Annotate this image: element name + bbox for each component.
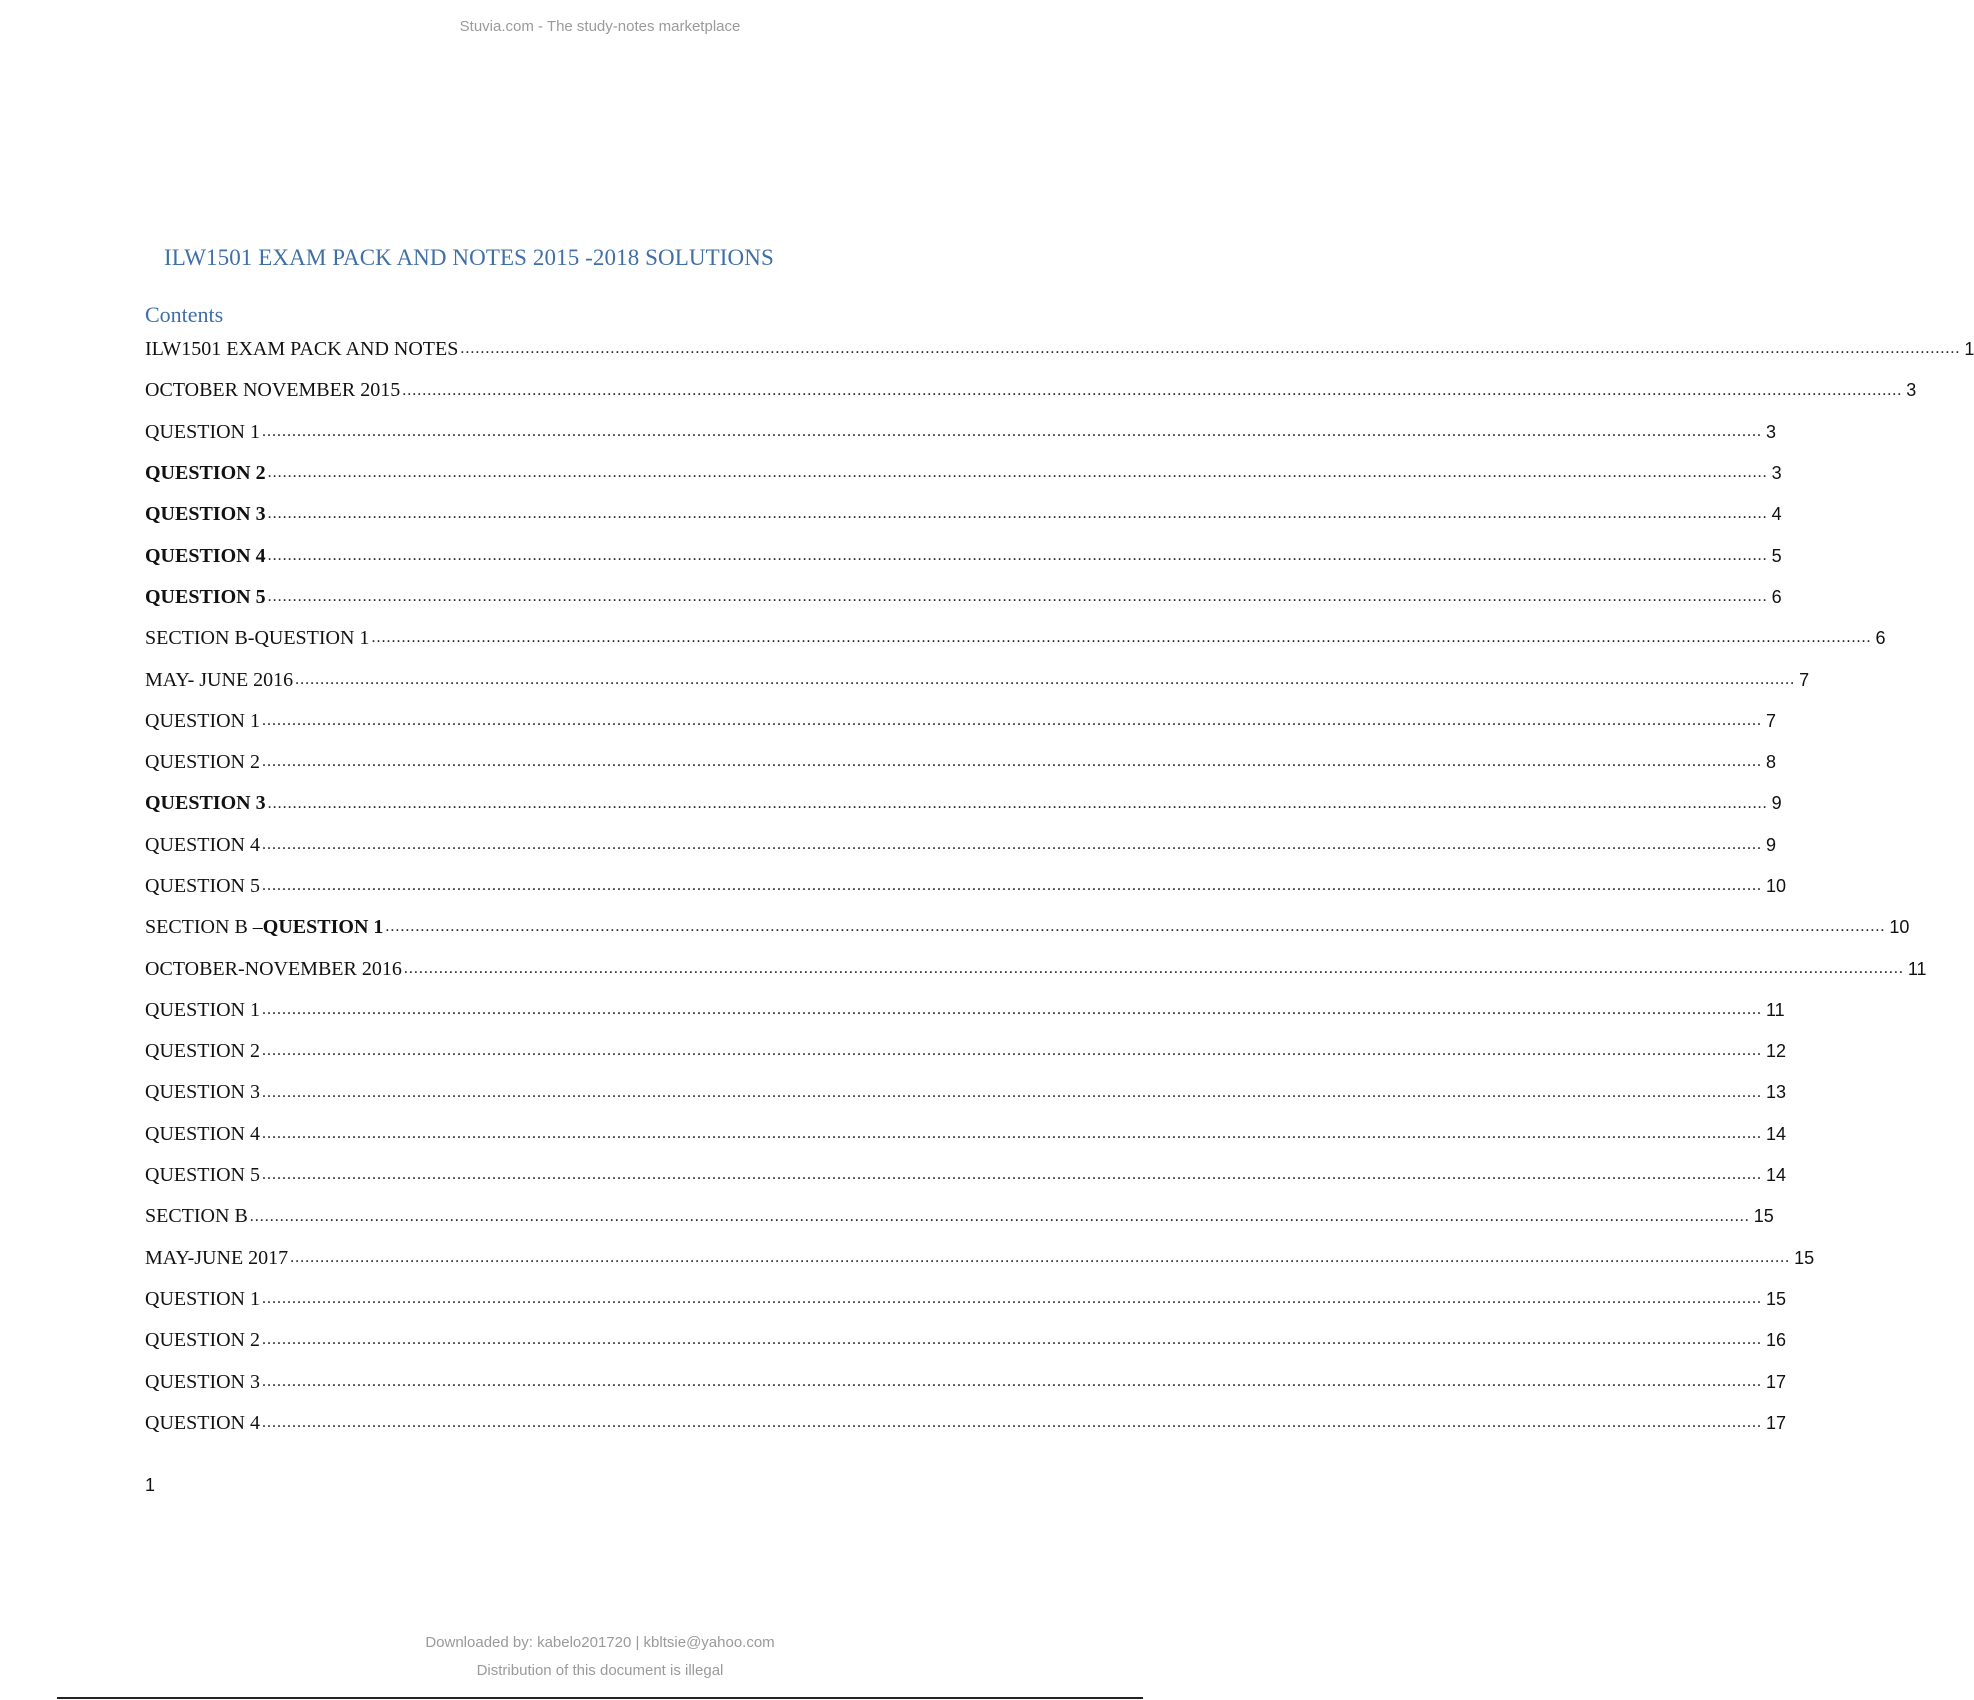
toc-entry-label: QUESTION 5 — [145, 875, 260, 897]
toc-entry[interactable] — [145, 1114, 1787, 1155]
toc-entry[interactable] — [145, 742, 1777, 783]
toc-entry-page: 14 — [1766, 1165, 1787, 1186]
contents-heading: Contents — [145, 302, 224, 327]
toc-entry-label: QUESTION 2 — [145, 462, 266, 485]
toc-dot-leader: ............................................................................................................................................................................................................................................................................................................ — [267, 588, 1768, 606]
toc-dot-leader: ............................................................................................................................................................................................................................................................................................................ — [267, 546, 1768, 564]
toc-entry-label: QUESTION 3 — [145, 1370, 260, 1393]
toc-entry[interactable] — [145, 990, 1785, 1031]
toc-entry-label: QUESTION 1 — [145, 998, 260, 1021]
toc-entry-label: QUESTION 4 — [145, 1122, 260, 1145]
toc-dot-leader: ............................................................................................................................................................................................................................................................................................................ — [262, 1042, 1762, 1060]
toc-dot-leader: ............................................................................................................................................................................................................................................................................................................ — [262, 1414, 1762, 1432]
toc-entry[interactable] — [145, 494, 1782, 535]
toc-entry[interactable] — [145, 1072, 1787, 1113]
toc-dot-leader: ............................................................................................................................................................................................................................................................................................................ — [262, 711, 1762, 729]
toc-entry-label: QUESTION 2 — [145, 1329, 260, 1352]
toc-entry-page: 15 — [1766, 1288, 1787, 1309]
toc-entry-label: QUESTION 3 — [145, 503, 266, 526]
distribution-notice: Distribution of this document is illegal — [476, 1662, 724, 1679]
toc-entry-page: 12 — [1766, 1041, 1787, 1062]
toc-entry-label: MAY- JUNE 2016 — [145, 668, 294, 691]
toc-entry-page: 11 — [1907, 958, 1927, 979]
toc-entry[interactable] — [145, 618, 1886, 659]
toc-entry-page: 17 — [1766, 1412, 1787, 1433]
toc-dot-leader: ............................................................................................................................................................................................................................................................................................................ — [290, 1248, 1791, 1266]
toc-entry-page: 3 — [1906, 380, 1917, 401]
toc-entry-page: 14 — [1766, 1123, 1787, 1144]
toc-dot-leader: ............................................................................................................................................................................................................................................................................................................ — [371, 629, 1872, 647]
toc-dot-leader: ............................................................................................................................................................................................................................................................................................................ — [267, 505, 1768, 523]
toc-entry-page: 7 — [1766, 710, 1777, 731]
toc-entry-page: 17 — [1766, 1371, 1787, 1392]
toc-entry[interactable] — [145, 701, 1777, 742]
toc-entry[interactable] — [145, 659, 1810, 700]
toc-entry-page: 9 — [1766, 834, 1777, 855]
toc-entry[interactable] — [145, 1320, 1787, 1361]
toc-entry-label: QUESTION 5 — [145, 1164, 260, 1187]
toc-dot-leader: ............................................................................................................................................................................................................................................................................................................ — [267, 794, 1768, 812]
toc-entry-label — [145, 916, 383, 939]
toc-dot-leader: ............................................................................................................................................................................................................................................................................................................ — [262, 1124, 1762, 1142]
toc-entry-page: 11 — [1766, 999, 1785, 1020]
toc-dot-leader: ............................................................................................................................................................................................................................................................................................................ — [403, 959, 1904, 977]
toc-entry-label: QUESTION 5 — [145, 585, 266, 608]
toc-entry-page: 4 — [1771, 504, 1782, 525]
toc-entry-label: QUESTION 4 — [145, 544, 266, 567]
toc-dot-leader: ............................................................................................................................................................................................................................................................................................................ — [460, 340, 1961, 358]
toc-dot-leader: ............................................................................................................................................................................................................................................................................................................ — [262, 1166, 1762, 1184]
toc-entry-page: 6 — [1771, 586, 1782, 607]
toc-entry[interactable] — [145, 453, 1782, 494]
toc-entry-page: 6 — [1875, 628, 1886, 649]
toc-entry-label-prefix: SECTION B – — [145, 916, 263, 939]
toc-entry-label: QUESTION 1 — [145, 420, 260, 443]
toc-dot-leader: ............................................................................................................................................................................................................................................................................................................ — [262, 1001, 1762, 1019]
toc-entry-label: SECTION B — [145, 1205, 248, 1228]
toc-entry-label: QUESTION 4 — [145, 833, 260, 856]
toc-dot-leader: ............................................................................................................................................................................................................................................................................................................ — [262, 422, 1762, 440]
stuvia-watermark: Stuvia.com - The study-notes marketplace — [459, 18, 741, 35]
toc-dot-leader: ............................................................................................................................................................................................................................................................................................................ — [262, 753, 1762, 771]
toc-entry[interactable] — [145, 866, 1787, 907]
toc-dot-leader: ............................................................................................................................................................................................................................................................................................................ — [295, 670, 1796, 688]
toc-dot-leader: ............................................................................................................................................................................................................................................................................................................ — [262, 1290, 1762, 1308]
toc-entry[interactable] — [145, 1403, 1787, 1444]
toc-dot-leader: ............................................................................................................................................................................................................................................................................................................ — [262, 1083, 1762, 1101]
document-title: ILW1501 EXAM PACK AND NOTES 2015 -2018 SOLUTIONS — [164, 245, 774, 270]
toc-dot-leader: ............................................................................................................................................................................................................................................................................................................ — [267, 464, 1768, 482]
toc-entry-label-bold: QUESTION 1 — [262, 916, 384, 939]
toc-entry-page: 16 — [1766, 1330, 1787, 1351]
toc-entry[interactable] — [145, 1196, 1774, 1237]
toc-entry[interactable] — [145, 1238, 1815, 1279]
toc-dot-leader: ............................................................................................................................................................................................................................................................................................................ — [262, 877, 1762, 895]
toc-dot-leader: ............................................................................................................................................................................................................................................................................................................ — [249, 1207, 1750, 1225]
toc-dot-leader: ............................................................................................................................................................................................................................................................................................................ — [262, 1372, 1762, 1390]
toc-entry[interactable] — [145, 948, 1927, 989]
toc-entry[interactable] — [145, 825, 1777, 866]
toc-entry-page: 5 — [1771, 545, 1782, 566]
toc-entry[interactable] — [145, 1155, 1787, 1196]
toc-entry[interactable] — [145, 1361, 1787, 1402]
toc-entry-label: QUESTION 1 — [145, 1287, 260, 1310]
toc-entry-page: 15 — [1753, 1206, 1774, 1227]
toc-entry-page: 1 — [1964, 339, 1974, 360]
page-number: 1 — [145, 1475, 156, 1495]
toc-entry-label: OCTOBER-NOVEMBER 2016 — [145, 957, 402, 980]
toc-entry-label: QUESTION 2 — [145, 1040, 260, 1063]
table-of-contents — [145, 329, 1974, 1444]
toc-entry[interactable] — [145, 1031, 1787, 1072]
toc-entry-label: QUESTION 2 — [145, 751, 260, 774]
toc-entry[interactable] — [145, 907, 1910, 948]
toc-dot-leader: ............................................................................................................................................................................................................................................................................................................ — [385, 918, 1886, 936]
toc-entry-label: SECTION B-QUESTION 1 — [145, 627, 370, 650]
toc-entry-page: 10 — [1889, 917, 1910, 938]
toc-entry-label: MAY-JUNE 2017 — [145, 1246, 289, 1269]
toc-entry[interactable] — [145, 370, 1917, 411]
toc-entry-page: 3 — [1766, 421, 1777, 442]
toc-entry-label: QUESTION 1 — [145, 709, 260, 732]
toc-entry-page: 3 — [1771, 463, 1782, 484]
toc-entry-page: 13 — [1766, 1082, 1787, 1103]
download-info: Downloaded by: kabelo201720 | kbltsie@yahoo.com — [425, 1634, 775, 1651]
toc-entry-label: QUESTION 4 — [145, 1411, 260, 1434]
toc-dot-leader: ............................................................................................................................................................................................................................................................................................................ — [262, 835, 1762, 853]
toc-entry-label: OCTOBER NOVEMBER 2015 — [145, 379, 401, 402]
toc-entry[interactable] — [145, 329, 1974, 370]
toc-entry[interactable] — [145, 1279, 1787, 1320]
toc-entry-page: 15 — [1794, 1247, 1815, 1268]
toc-entry-page: 10 — [1766, 876, 1787, 896]
footer-divider — [57, 1697, 1143, 1699]
toc-entry-page: 9 — [1771, 793, 1782, 814]
toc-entry-label: ILW1501 EXAM PACK AND NOTES — [145, 338, 459, 361]
toc-entry[interactable] — [145, 783, 1782, 824]
toc-entry[interactable] — [145, 412, 1777, 453]
toc-entry[interactable] — [145, 577, 1782, 618]
toc-dot-leader: ............................................................................................................................................................................................................................................................................................................ — [402, 381, 1903, 399]
toc-entry-label: QUESTION 3 — [145, 1081, 260, 1104]
toc-dot-leader: ............................................................................................................................................................................................................................................................................................................ — [262, 1331, 1762, 1349]
toc-entry-page: 7 — [1799, 669, 1810, 690]
toc-entry-page: 8 — [1766, 752, 1777, 773]
toc-entry[interactable] — [145, 535, 1782, 576]
toc-entry-label: QUESTION 3 — [145, 792, 266, 815]
